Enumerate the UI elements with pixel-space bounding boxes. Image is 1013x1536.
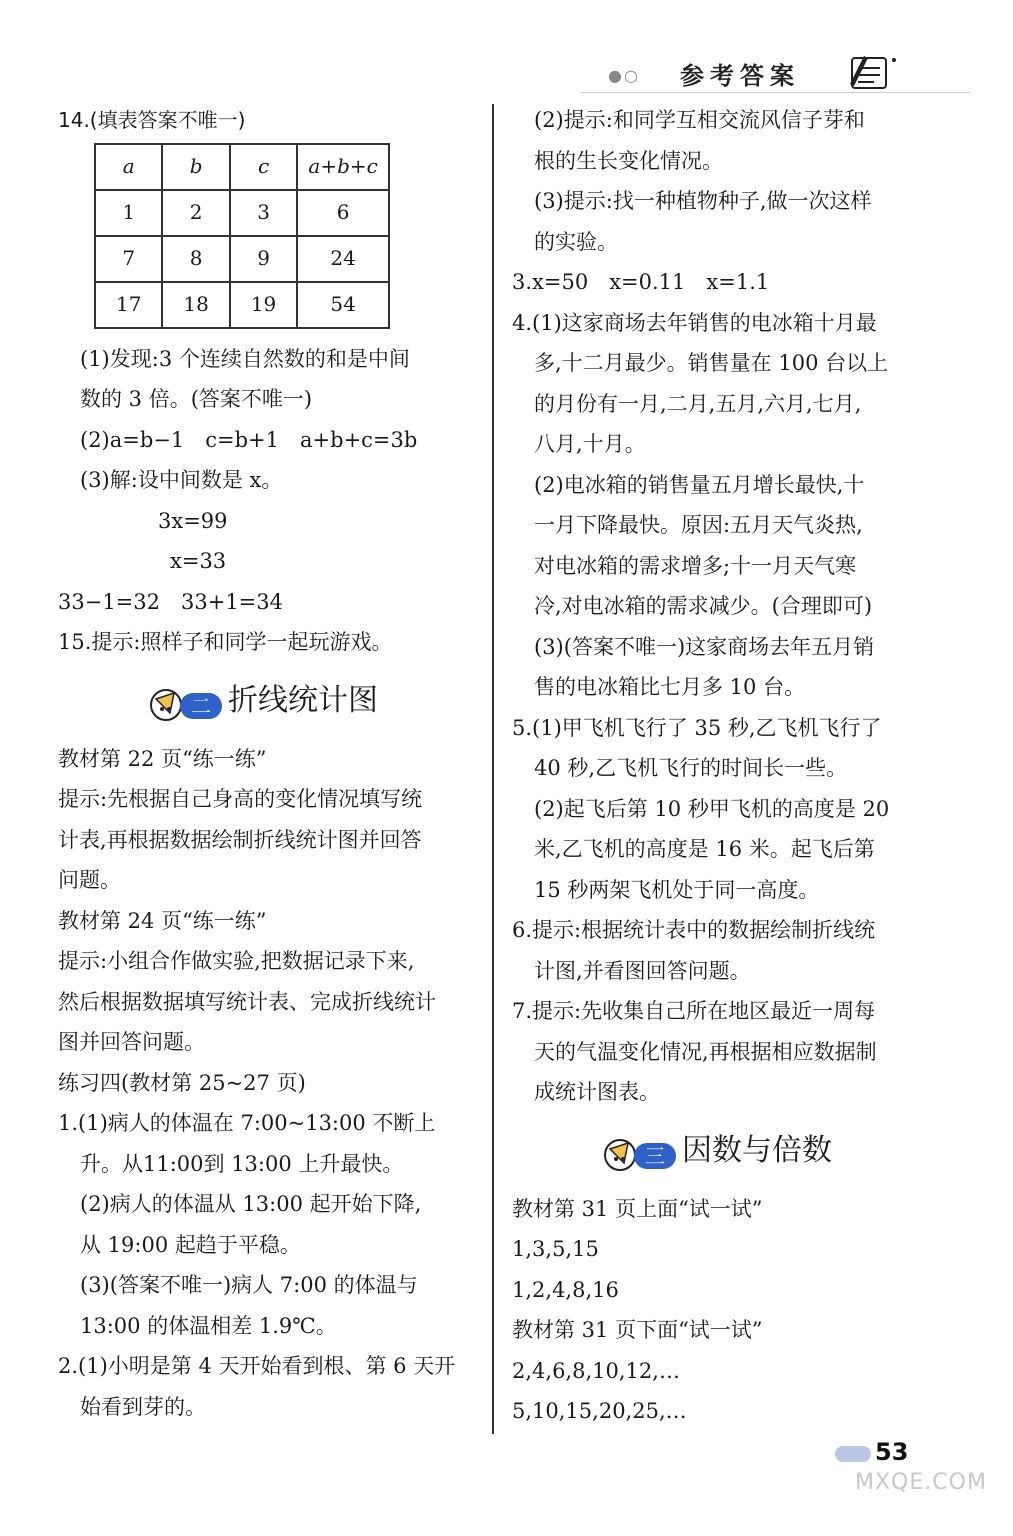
table-row [95,236,389,282]
answer-line: 问题。 [58,868,121,892]
answer-line: 2,4,6,8,10,12,… [512,1358,680,1383]
section-title: 因数与倍数 [682,1132,832,1168]
answer-line: 一月下降最快。原因:五月天气炎热, [534,513,863,537]
page-header [560,50,980,100]
section-badge-icon [602,1133,678,1177]
answer-line: 6.提示:根据统计表中的数据绘制折线统 [512,918,876,942]
section-badge-icon [148,683,224,727]
q14-title: 14.(填表答案不唯一) [58,108,246,132]
answer-line: 教材第 22 页“练一练” [58,746,267,771]
answer-line: 图并回答问题。 [58,1030,205,1054]
table-header-cell: a+b+c [297,144,389,190]
answer-line: (3)解:设中间数是 x。 [80,468,283,492]
answer-line: 提示:先根据自己身高的变化情况填写统 [58,787,423,811]
answer-line: 的月份有一月,二月,五月,六月,七月, [534,391,862,416]
page-number-tab [835,1446,871,1462]
answer-line: 33−1=32 33+1=34 [58,589,283,614]
section-number: 三 [645,1143,665,1168]
table-cell: 18 [162,282,229,328]
answer-line: 13:00 的体温相差 1.9℃。 [80,1313,337,1338]
table-cell: 9 [230,236,297,282]
answer-line: 7.提示:先收集自己所在地区最近一周每 [512,999,876,1023]
table-cell: 17 [95,282,162,328]
table-cell: 19 [230,282,297,328]
column-divider [492,104,494,1434]
answer-line: 1.(1)病人的体温在 7:00~13:00 不断上 [58,1111,436,1135]
answer-line: 成统计图表。 [534,1080,660,1104]
answer-line: 2.(1)小明是第 4 天开始看到根、第 6 天开 [58,1354,456,1378]
table-cell: 24 [297,236,389,282]
answer-line: 米,乙飞机的高度是 16 米。起飞后第 [534,837,875,861]
answer-line: 售的电冰箱比七月多 10 台。 [534,675,806,699]
answer-line: 八月,十月。 [534,432,646,456]
table-cell: 8 [162,236,229,282]
table-row [95,190,389,236]
answer-line: 4.(1)这家商场去年销售的电冰箱十月最 [512,310,877,335]
answer-line: 1,2,4,8,16 [512,1277,619,1302]
answer-line: 教材第 31 页下面“试一试” [512,1318,763,1342]
header-dots: ●○ [608,66,640,85]
header-rule [580,92,970,93]
answer-table [94,143,390,329]
right-column [512,100,932,1432]
table-cell: 2 [162,190,229,236]
answer-line: (1)发现:3 个连续自然数的和是中间 [80,346,410,371]
table-cell: 6 [297,190,389,236]
answer-line: 然后根据数据填写统计表、完成折线统计 [58,989,436,1014]
answer-line: 15 秒两架飞机处于同一高度。 [534,877,820,902]
answer-line: 始看到芽的。 [80,1394,206,1419]
header-title: 参考答案 [680,62,800,90]
answer-line: (3)(答案不唯一)这家商场去年五月销 [534,634,875,659]
q15-line: 15.提示:照样子和同学一起玩游戏。 [58,630,393,654]
answer-line: 教材第 31 页上面“试一试” [512,1196,763,1221]
answer-line: (2)起飞后第 10 秒甲飞机的高度是 20 [534,796,890,821]
equation-line: 3x=99 [158,508,228,533]
answer-line: 40 秒,乙飞机飞行的时间长一些。 [534,756,848,780]
answer-line: 根的生长变化情况。 [534,148,723,173]
section-heading-2 [58,671,478,733]
answer-line: 升。从11:00到 13:00 上升最快。 [80,1151,404,1176]
answer-line: 练习四(教材第 25~27 页) [58,1070,306,1095]
answer-line: (2)病人的体温从 13:00 起开始下降, [80,1192,422,1216]
answer-line: 计表,再根据数据绘制折线统计图并回答 [58,827,422,852]
answer-line: 1,3,5,15 [512,1237,599,1261]
answer-line: (2)a=b−1 c=b+1 a+b+c=3b [80,427,418,452]
table-header-cell: a [95,144,162,190]
answer-line: 3.x=50 x=0.11 x=1.1 [512,270,770,294]
answer-line: 数的 3 倍。(答案不唯一) [80,387,313,411]
scroll-quill-icon [842,50,902,94]
answer-line: 提示:小组合作做实验,把数据记录下来, [58,949,415,973]
answer-line: 天的气温变化情况,再根据相应数据制 [534,1039,877,1064]
table-header-cell: c [230,144,297,190]
answer-line: 计图,并看图回答问题。 [534,958,751,983]
section-heading-3 [512,1121,932,1183]
table-cell: 1 [95,190,162,236]
table-header-cell: b [162,144,229,190]
answer-line: 的实验。 [534,229,618,254]
page-number: 53 [875,1438,909,1466]
table-header-row [95,144,389,190]
section-title: 折线统计图 [228,682,378,718]
answer-line: 5,10,15,20,25,… [512,1399,687,1423]
answer-line: (3)(答案不唯一)病人 7:00 的体温与 [80,1273,418,1297]
answer-line: 5.(1)甲飞机飞行了 35 秒,乙飞机飞行了 [512,715,882,740]
table-cell: 54 [297,282,389,328]
answer-line: (2)电冰箱的销售量五月增长最快,十 [534,472,865,497]
table-cell: 7 [95,236,162,282]
watermark: MXQE.COM [855,1470,987,1495]
table-row [95,282,389,328]
section-number: 二 [191,693,211,718]
page-footer [835,1432,1005,1495]
answer-line: 教材第 24 页“练一练” [58,908,267,933]
equation-line: x=33 [170,549,227,573]
answer-line: 从 19:00 起趋于平稳。 [80,1232,301,1257]
answer-line: (3)提示:找一种植物种子,做一次这样 [534,189,872,213]
left-column [58,100,478,1427]
answer-line: 对电冰箱的需求增多;十一月天气寒 [534,553,857,578]
answer-line: 冷,对电冰箱的需求减少。(合理即可) [534,594,873,618]
answer-line: 多,十二月最少。销售量在 100 台以上 [534,351,889,375]
answer-line: (2)提示:和同学互相交流风信子芽和 [534,108,865,132]
table-cell: 3 [230,190,297,236]
